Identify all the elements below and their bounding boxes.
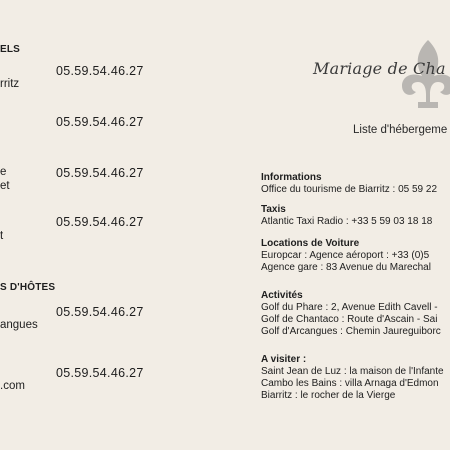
info-section-taxis — [261, 204, 432, 228]
section-line: Golf d'Arcangues : Chemin Jaureguiborc — [261, 326, 441, 337]
section-title: Informations — [261, 172, 322, 183]
info-section-activites — [261, 290, 441, 338]
phone-number: 05.59.54.46.27 — [56, 215, 144, 229]
section-line: Biarritz : le rocher de la Vierge — [261, 390, 396, 401]
info-section-informations — [261, 172, 437, 196]
address-fragment: angues — [0, 319, 38, 331]
address-fragment: et — [0, 180, 10, 192]
address-fragment: rritz — [0, 78, 20, 90]
section-line: Golf de Chantaco : Route d'Ascain - Sai — [261, 314, 438, 325]
section-line: Office du tourisme de Biarritz : 05 59 22 — [261, 184, 438, 195]
wedding-title: Mariage de Cha — [313, 59, 446, 78]
section-line: Golf du Phare : 2, Avenue Edith Cavell - — [261, 302, 438, 313]
phone-number: 05.59.54.46.27 — [56, 366, 144, 380]
section-title: A visiter : — [261, 354, 307, 365]
section-title: Taxis — [261, 204, 286, 215]
section-title: Locations de Voiture — [261, 238, 360, 249]
phone-number: 05.59.54.46.27 — [56, 115, 144, 129]
section-line: Cambo les Bains : villa Arnaga d'Edmon — [261, 378, 439, 389]
section-title: Activités — [261, 290, 303, 301]
lodging-list-subtitle: Liste d'hébergeme — [353, 124, 448, 136]
section-line: Agence gare : 83 Avenue du Marechal — [261, 262, 431, 273]
address-fragment: t — [0, 230, 4, 242]
website-fragment: .com — [0, 380, 25, 392]
info-section-a-visiter — [261, 354, 444, 402]
phone-number: 05.59.54.46.27 — [56, 64, 144, 78]
address-fragment: e — [0, 166, 7, 178]
section-line: Atlantic Taxi Radio : +33 5 59 03 18 18 — [261, 216, 433, 227]
chambres-hotes-heading: S D'HÔTES — [0, 282, 56, 293]
phone-number: 05.59.54.46.27 — [56, 305, 144, 319]
hotels-heading: ELS — [0, 44, 21, 55]
section-line: Saint Jean de Luz : la maison de l'Infante — [261, 366, 444, 377]
section-line: Europcar : Agence aéroport : +33 (0)5 — [261, 250, 430, 261]
info-section-locations — [261, 238, 431, 274]
phone-number: 05.59.54.46.27 — [56, 166, 144, 180]
